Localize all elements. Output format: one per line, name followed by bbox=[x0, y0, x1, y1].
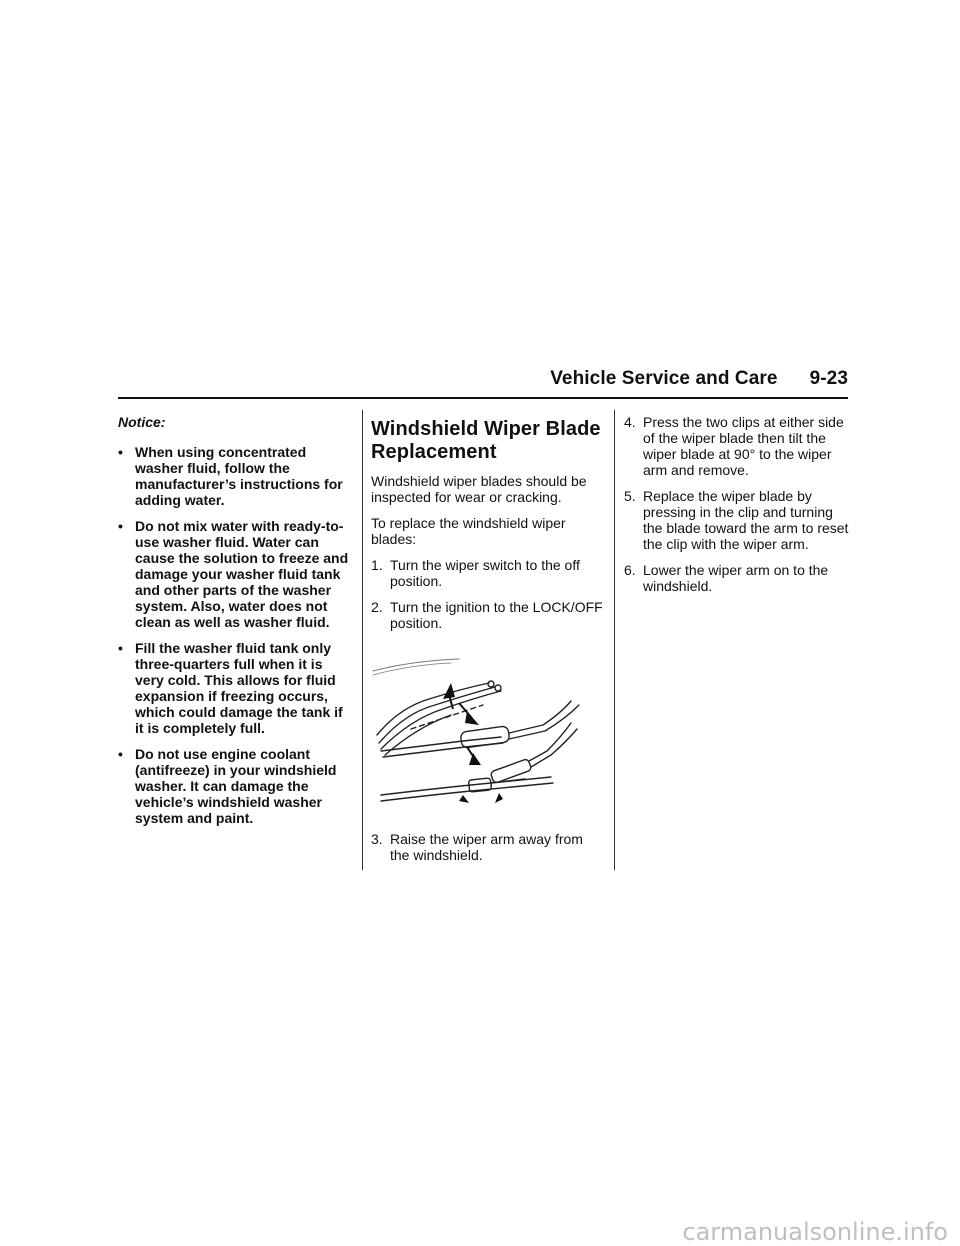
bullet-icon: • bbox=[118, 746, 123, 762]
step-number: 5. bbox=[624, 488, 636, 504]
instruction-paragraph: To replace the windshield wiper blades: bbox=[371, 515, 566, 547]
step-text: Turn the wiper switch to the off position. bbox=[390, 557, 580, 589]
section-title: Vehicle Service and Care bbox=[550, 368, 778, 389]
page-number: 9-23 bbox=[809, 368, 848, 389]
step-item bbox=[624, 562, 856, 594]
column-divider bbox=[614, 410, 615, 870]
section-heading: Windshield Wiper Blade Replacement bbox=[371, 418, 601, 463]
header-rule bbox=[118, 397, 848, 399]
step-number: 3. bbox=[371, 831, 383, 847]
bullet-text: Do not use engine coolant (antifreeze) in your windshield washer. It can damage the vehicle’s windshield washer system and paint. bbox=[135, 746, 337, 826]
step-item bbox=[371, 831, 603, 863]
step-text: Turn the ignition to the LOCK/OFF position. bbox=[390, 599, 603, 631]
bullet-text: Fill the washer fluid tank only three-quarters full when it is very cold. This allows for fluid expansion if freezing occurs, which could damage the tank if it is completely full. bbox=[135, 640, 343, 736]
bullet-text: Do not mix water with ready-to-use washer fluid. Water can cause the solution to freeze and damage your washer fluid tank and other parts of the washer system. Also, water does not clean as well as washer fluid. bbox=[135, 518, 349, 630]
wiper-blade-illustration bbox=[371, 653, 589, 803]
notice-bullet bbox=[118, 444, 352, 508]
column-divider bbox=[362, 410, 363, 870]
notice-bullet bbox=[118, 746, 352, 826]
step-item bbox=[371, 599, 603, 631]
notice-bullet bbox=[118, 640, 352, 736]
step-text: Press the two clips at either side of the wiper blade then tilt the wiper blade at 90° to the wiper arm and remove. bbox=[643, 414, 844, 478]
page-header bbox=[118, 368, 848, 390]
step-text: Lower the wiper arm on to the windshield. bbox=[643, 562, 829, 594]
intro-paragraph: Windshield wiper blades should be inspected for wear or cracking. bbox=[371, 473, 587, 505]
notice-bullet bbox=[118, 518, 352, 630]
step-number: 2. bbox=[371, 599, 383, 615]
bullet-icon: • bbox=[118, 518, 123, 534]
column-middle bbox=[371, 414, 603, 873]
notice-label: Notice: bbox=[118, 414, 166, 430]
step-item bbox=[624, 488, 856, 552]
step-number: 6. bbox=[624, 562, 636, 578]
step-text: Raise the wiper arm away from the windshield. bbox=[390, 831, 583, 863]
bullet-text: When using concentrated washer fluid, follow the manufacturer’s instructions for adding water. bbox=[135, 444, 343, 508]
step-item bbox=[371, 557, 603, 589]
step-text: Replace the wiper blade by pressing in the clip and turning the blade toward the arm to reset the clip with the wiper arm. bbox=[643, 488, 849, 552]
column-left bbox=[118, 414, 352, 836]
step-item bbox=[624, 414, 856, 478]
column-right bbox=[624, 414, 856, 604]
bullet-icon: • bbox=[118, 444, 123, 460]
step-number: 1. bbox=[371, 557, 383, 573]
step-number: 4. bbox=[624, 414, 636, 430]
watermark-text: carmanualsonline.info bbox=[682, 1218, 948, 1246]
bullet-icon: • bbox=[118, 640, 123, 656]
